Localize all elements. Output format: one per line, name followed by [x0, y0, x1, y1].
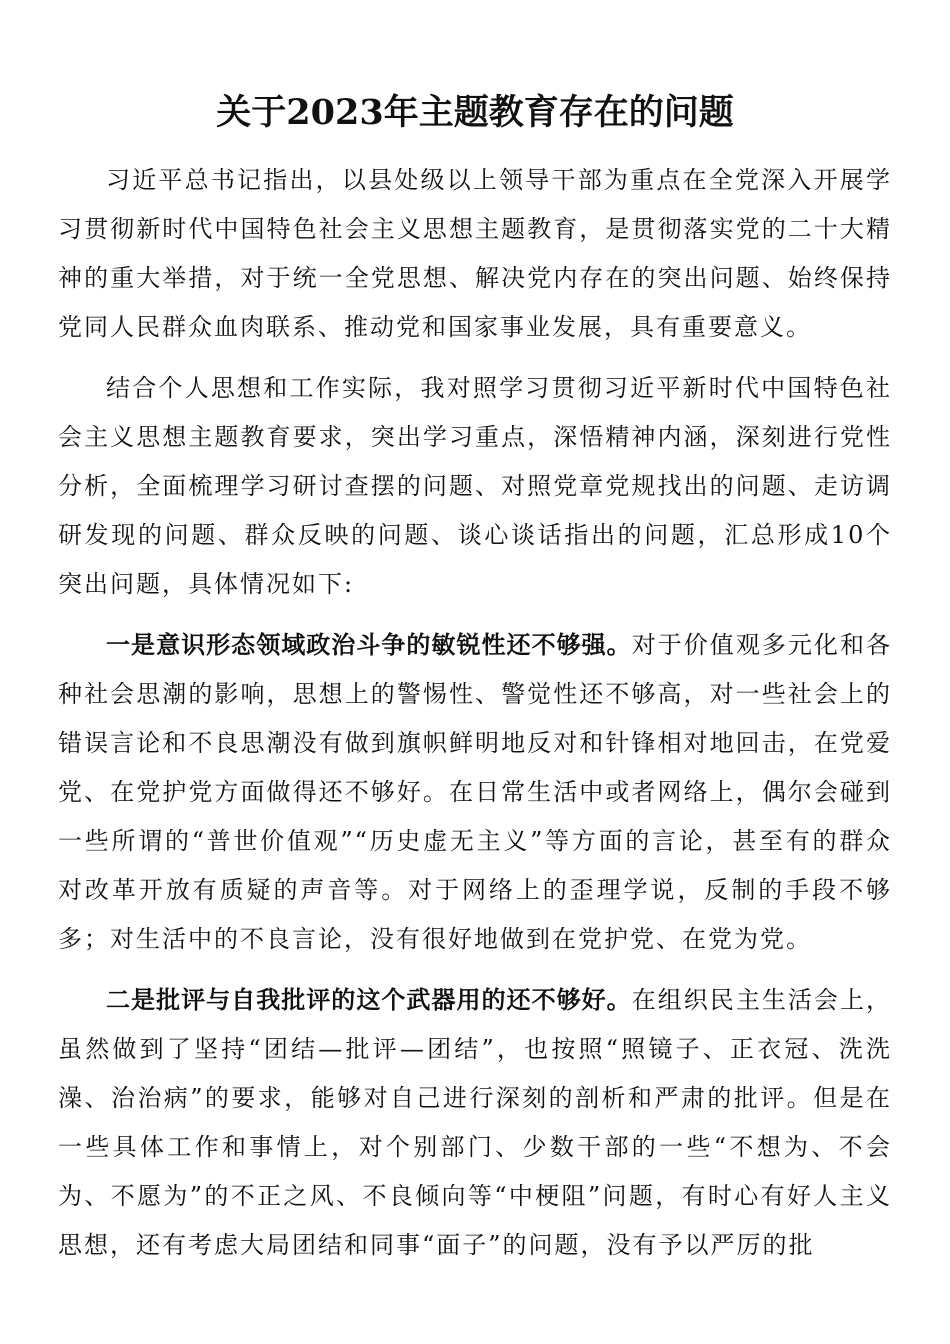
issue-heading: 二是批评与自我批评的这个武器用的还不够好。 [106, 986, 632, 1014]
paragraph-intro [58, 156, 892, 352]
issue-heading: 一是意识形态领域政治斗争的敏锐性还不够强。 [106, 631, 632, 659]
paragraph-context [58, 364, 892, 609]
paragraph-text: 习近平总书记指出，以县处级以上领导干部为重点在全党深入开展学习贯彻新时代中国特色社会主义思想主题教育，是贯彻落实党的二十大精神的重大举措，对于统一全党思想、解决党内存在的突出问题、始终保持党同人民群众血肉联系、推动党和国家事业发展，具有重要意义。 [58, 166, 892, 341]
paragraph-text: 在组织民主生活会上，虽然做到了坚持“团结—批评—团结”，也按照“照镜子、正衣冠、洗洗澡、治治病”的要求，能够对自己进行深刻的剖析和严肃的批评。但是在一些具体工作和事情上，对个别部门、少数干部的一些“不想为、不会为、不愿为”的不正之风、不良倾向等“中梗阻”问题，有时心有好人主义思想，还有考虑大局团结和同事“面子”的问题，没有予以严厉的批 [58, 986, 893, 1259]
paragraph-text: 结合个人思想和工作实际，我对照学习贯彻习近平新时代中国特色社会主义思想主题教育要求，突出学习重点，深悟精神内涵，深刻进行党性分析，全面梳理学习研讨查摆的问题、对照党章党规找出的问题、走访调研发现的问题、群众反映的问题、谈心谈话指出的问题，汇总形成10个突出问题，具体情况如下: [58, 374, 892, 598]
paragraph-issue-2 [58, 976, 892, 1270]
paragraph-issue-1 [58, 621, 892, 964]
paragraph-text: 对于价值观多元化和各种社会思潮的影响，思想上的警惕性、警觉性还不够高，对一些社会上的错误言论和不良思潮没有做到旗帜鲜明地反对和针锋相对地回击，在党爱党、在党护党方面做得还不够好。在日常生活中或者网络上，偶尔会碰到一些所谓的“普世价值观”“历史虚无主义”等方面的言论，甚至有的群众对改革开放有质疑的声音等。对于网络上的歪理学说，反制的手段不够多；对生活中的不良言论，没有很好地做到在党护党、在党为党。 [58, 631, 893, 953]
document-page [58, 88, 892, 1282]
document-title: 关于2023年主题教育存在的问题 [216, 92, 734, 133]
